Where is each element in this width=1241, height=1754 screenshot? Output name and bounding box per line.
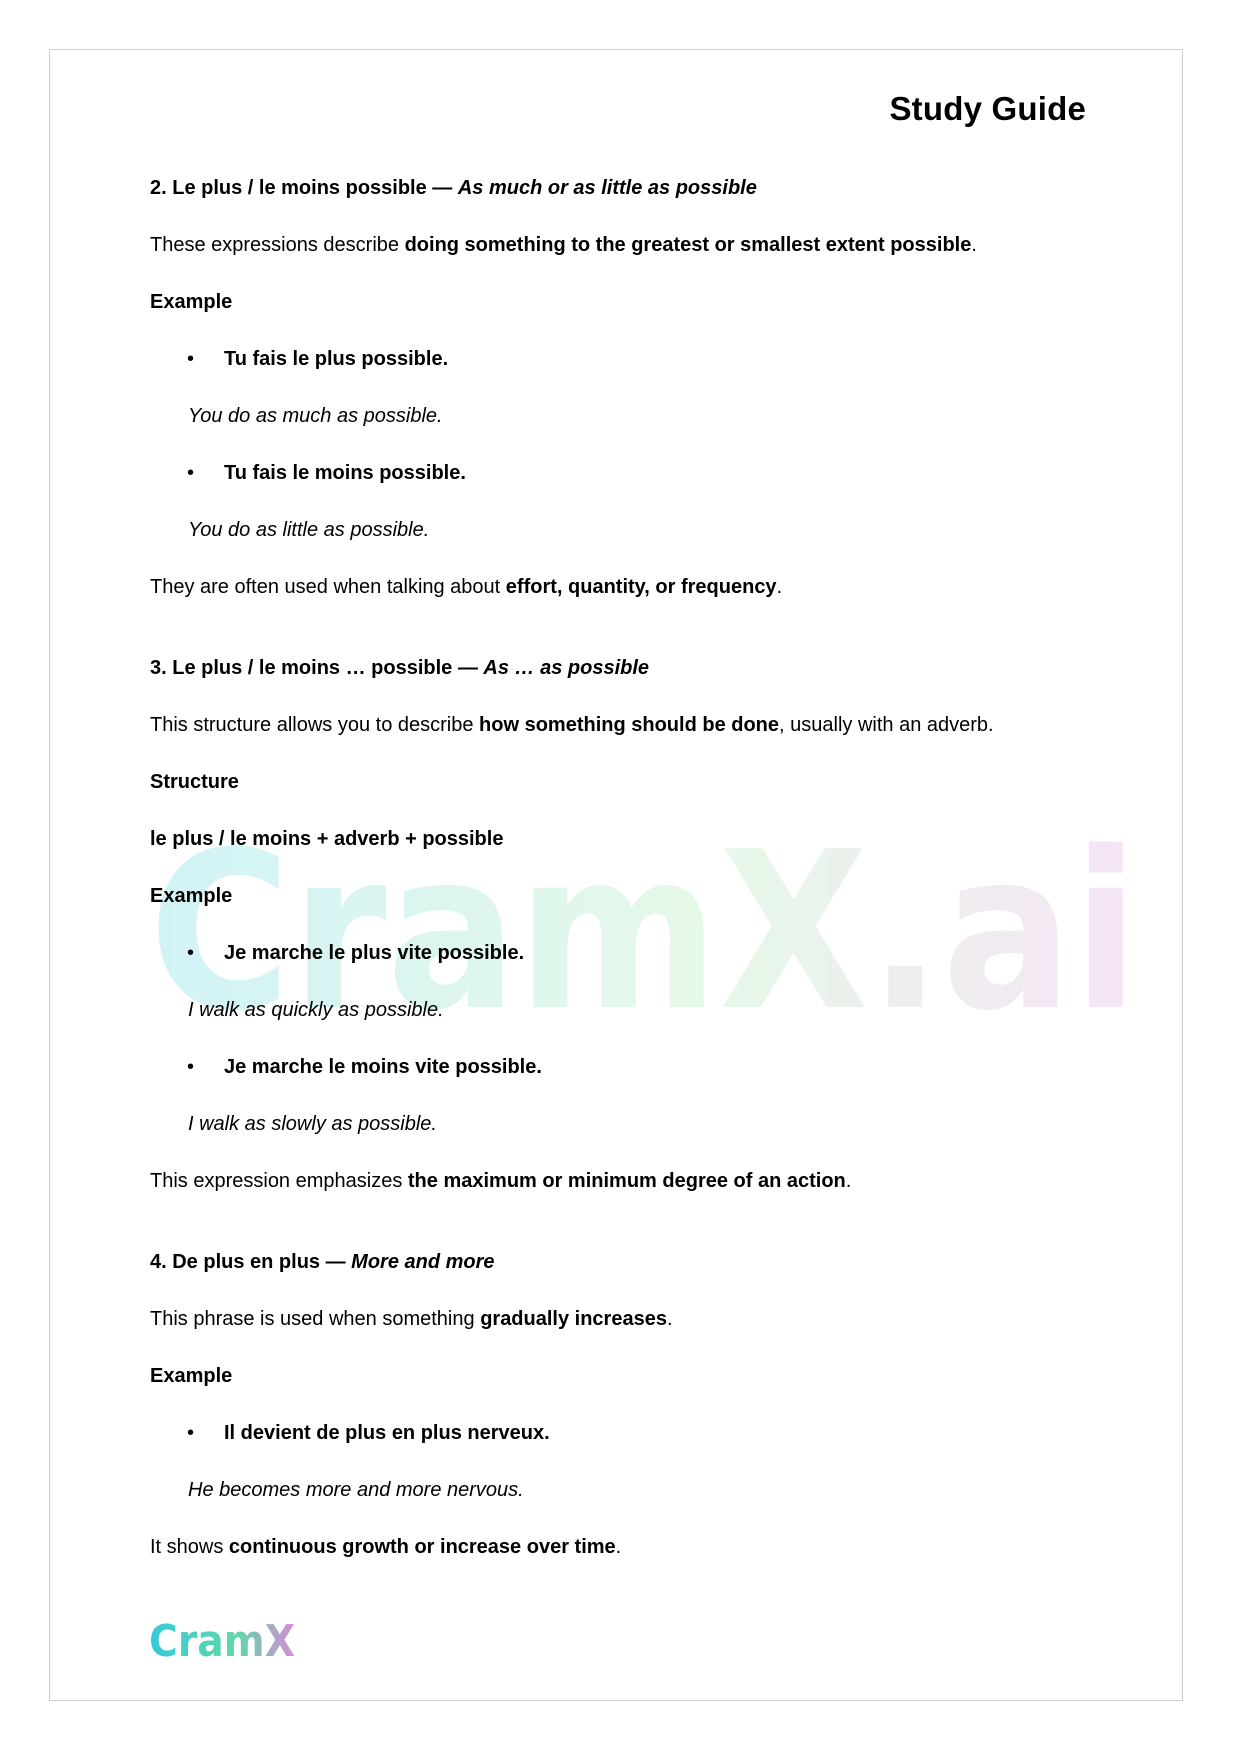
example-translation: I walk as slowly as possible. [188,1113,437,1135]
example-phrase: Il devient de plus en plus nerveux. [224,1422,550,1444]
page-title: Study Guide [889,90,1086,127]
example-item [187,347,1110,371]
example-translation: You do as much as possible. [188,405,443,427]
bullet-icon: • [187,1422,195,1444]
document-content [150,176,1110,1592]
example-phrase: Tu fais le moins possible. [224,462,466,484]
outro-end: . [845,1170,852,1192]
outro-bold-text: effort, quantity, or frequency [505,576,777,598]
structure-label: Structure [150,771,239,793]
section-heading-italic: As … as possible [483,657,650,679]
section-outro [150,575,1110,599]
example-label: Example [150,885,233,907]
outro-bold-text: continuous growth or increase over time [228,1536,616,1558]
intro-end: . [666,1308,673,1330]
intro-text: This structure allows you to describe [150,714,480,736]
section-heading [150,656,1110,680]
example-translation: He becomes more and more nervous. [188,1479,524,1501]
document-page [49,49,1183,1701]
intro-end: , usually with an adverb. [779,714,994,736]
example-phrase: Je marche le plus vite possible. [224,942,525,964]
bullet-icon: • [187,462,195,484]
example-label: Example [150,291,233,313]
section-heading-main: 2. Le plus / le moins possible — [150,177,458,199]
section-outro [150,1535,1110,1559]
example-item [187,941,1110,965]
outro-text: This expression emphasizes [150,1170,408,1192]
structure-formula: le plus / le moins + adverb + possible [150,828,504,850]
section-intro [150,1307,1110,1331]
section-heading-italic: More and more [351,1251,495,1273]
intro-bold-text: how something should be done [479,714,780,736]
intro-end: . [971,234,977,256]
bullet-icon: • [187,348,195,370]
watermark-text: CramX.ai [149,806,1139,1042]
section-heading-main: 3. Le plus / le moins … possible — [150,657,484,679]
outro-end: . [615,1536,622,1558]
example-item [187,1421,1110,1445]
section-heading-main: 4. De plus en plus — [150,1251,352,1273]
section-intro [150,713,1110,737]
example-translation: You do as little as possible. [188,519,430,541]
bullet-icon: • [187,1056,195,1078]
example-translation: I walk as quickly as possible. [188,999,444,1021]
bullet-icon: • [187,942,195,964]
example-label: Example [150,1365,233,1387]
outro-text: They are often used when talking about [150,576,506,598]
section-heading [150,176,1110,200]
outro-end: . [776,576,783,598]
example-phrase: Je marche le moins vite possible. [224,1056,542,1078]
section-heading-italic: As much or as little as possible [457,177,757,199]
intro-bold-text: doing something to the greatest or smallest extent possible [404,234,972,256]
logo-text: CramX [149,1616,296,1665]
outro-bold-text: the maximum or minimum degree of an action [407,1170,846,1192]
section-intro [150,233,1110,257]
outro-text: It shows [150,1536,229,1558]
intro-text: This phrase is used when something [150,1308,481,1330]
example-item [187,461,1110,485]
intro-text: These expressions describe [150,234,405,256]
section-outro [150,1169,1110,1193]
example-phrase: Tu fais le plus possible. [224,348,449,370]
intro-bold-text: gradually increases [480,1308,667,1330]
section-heading [150,1250,1110,1274]
example-item [187,1055,1110,1079]
cramx-logo [149,1615,299,1665]
